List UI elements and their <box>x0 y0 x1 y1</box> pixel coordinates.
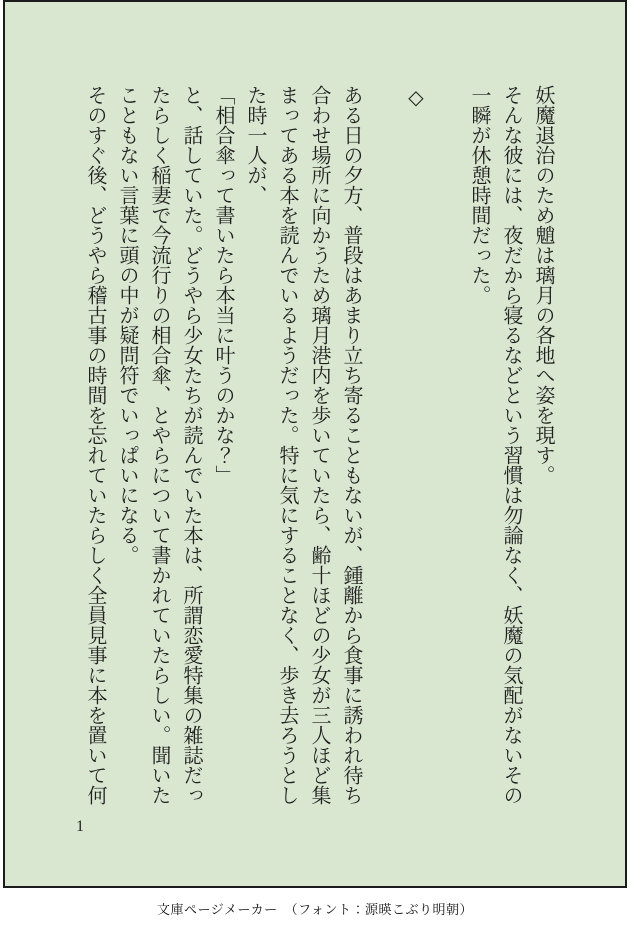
text-line: まってある本を読んでいるようだった。特に気にすることなく、歩き去ろうとし <box>276 85 298 805</box>
novel-page <box>3 0 627 888</box>
text-line: 一瞬が休憩時間だった。 <box>468 85 490 305</box>
text-line: 合わせ場所に向かうため璃月港内を歩いていたら、齢十ほどの少女が三人ほど集 <box>308 85 330 805</box>
text-line: そのすぐ後、どうやら稽古事の時間を忘れていたらしく全員見事に本を置いて何 <box>84 85 106 805</box>
text-line: こともない言葉に頭の中が疑問符でいっぱいになる。 <box>116 85 138 565</box>
text-line: ある日の夕方、普段はあまり立ち寄ることもないが、鍾離から食事に誘われ待ち <box>340 85 362 805</box>
text-line: 妖魔退治のため魈は璃月の各地へ姿を現す。 <box>532 85 554 485</box>
section-divider: ◇ <box>404 85 426 109</box>
footer-caption: 文庫ページメーカー （フォント：源暎こぶり明朝） <box>157 901 473 917</box>
text-line: と、話していた。どうやら少女たちが読んでいた本は、所謂恋愛特集の雑誌だっ <box>180 85 202 805</box>
text-line: た時一人が、 <box>244 85 266 205</box>
page-number: 1 <box>76 818 84 835</box>
text-line: たらしく稲妻で今流行りの相合傘、とやらについて書かれていたらしい。聞いた <box>148 85 170 805</box>
blank-line <box>431 85 463 807</box>
vertical-text-block <box>79 85 559 807</box>
blank-line <box>367 85 399 807</box>
footer-strip <box>0 888 630 928</box>
quote-line: 「相合傘って書いたら本当に叶うのかな？」 <box>212 85 234 485</box>
text-line: そんな彼には、夜だから寝るなどという習慣は勿論なく、妖魔の気配がないその <box>500 85 522 805</box>
